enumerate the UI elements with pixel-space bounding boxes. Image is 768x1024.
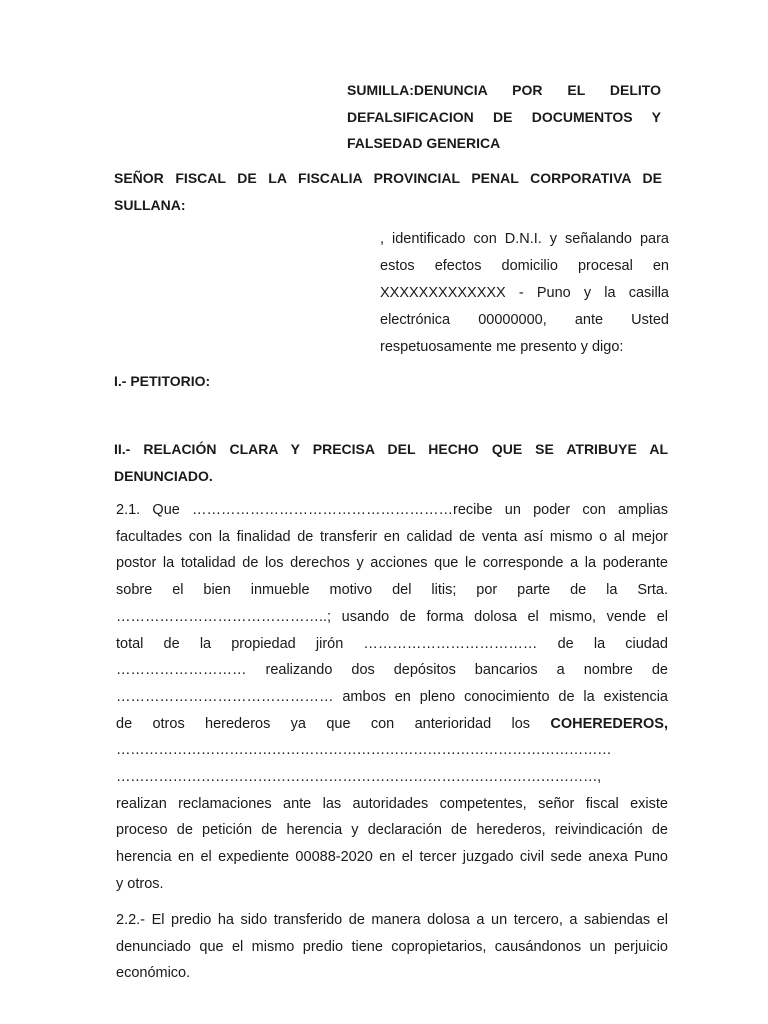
coherederos-bold: COHEREDEROS, xyxy=(550,715,668,732)
paragraph-line: denunciado que el mismo predio tiene copropietarios, causándonos un perjuicio xyxy=(116,938,668,955)
intro-line: respetuosamente me presento y digo: xyxy=(380,339,624,355)
paragraph-2-1 xyxy=(116,497,668,898)
paragraph-line: herencia en el expediente 00088-2020 en el tercer juzgado civil sede anexa Puno xyxy=(116,849,668,866)
paragraph-2-2 xyxy=(116,907,668,987)
addressee-line: SEÑOR FISCAL DE LA FISCALIA PROVINCIAL PENAL CORPORATIVA DE xyxy=(114,170,662,186)
paragraph-line: sobre el bien inmueble motivo del litis; por parte de la Srta. xyxy=(116,582,668,599)
intro-line: XXXXXXXXXXXXX - Puno y la casilla xyxy=(380,285,669,301)
paragraph-line: …………………………………………………………………………………………… xyxy=(116,742,612,759)
sumilla-block xyxy=(347,77,661,157)
paragraph-line: 2.2.- El predio ha sido transferido de manera dolosa a un tercero, a sabiendas el xyxy=(116,912,668,928)
paragraph-line: …………………………………………………………………………………………, xyxy=(116,769,601,786)
sumilla-line: FALSEDAD GENERICA xyxy=(347,135,501,151)
addressee-line: SULLANA: xyxy=(114,197,186,213)
paragraph-line-text: de otros herederos ya que con anterioridad los xyxy=(116,715,531,732)
intro-line: estos efectos domicilio procesal en xyxy=(380,258,669,274)
paragraph-line: proceso de petición de herencia y declaración de herederos, reivindicación de xyxy=(116,822,668,839)
paragraph-line: total de la propiedad jirón ……………………………… de la ciudad xyxy=(116,635,668,652)
paragraph-line: y otros. xyxy=(116,875,164,892)
paragraph-line: facultades con la finalidad de transferir en calidad de venta así mismo o al mejor xyxy=(116,528,668,545)
paragraph-line-with-bold xyxy=(116,711,668,738)
relacion-heading-line: DENUNCIADO. xyxy=(114,468,213,484)
paragraph-line: postor la totalidad de los derechos y acciones que le corresponde a la poderante xyxy=(116,555,668,572)
relacion-heading-line: II.- RELACIÓN CLARA Y PRECISA DEL HECHO QUE SE ATRIBUYE AL xyxy=(114,441,668,457)
sumilla-line: SUMILLA:DENUNCIA POR EL DELITO xyxy=(347,82,661,98)
paragraph-line: ……………………………………… ambos en pleno conocimiento de la existencia xyxy=(116,688,668,705)
intro-line: , identificado con D.N.I. y señalando para xyxy=(380,231,669,247)
intro-block xyxy=(380,226,669,361)
sumilla-line: DEFALSIFICACION DE DOCUMENTOS Y xyxy=(347,108,661,125)
paragraph-line: ……………………… realizando dos depósitos bancarios a nombre de xyxy=(116,662,668,679)
addressee-block xyxy=(114,165,662,219)
paragraph-line: ……………………………………..; usando de forma dolosa el mismo, vende el xyxy=(116,608,668,625)
relacion-heading xyxy=(114,436,668,490)
paragraph-line: económico. xyxy=(116,965,191,982)
petitorio-heading: I.- PETITORIO: xyxy=(114,373,211,389)
intro-line: electrónica 00000000, ante Usted xyxy=(380,312,669,328)
paragraph-line: 2.1. Que ………………………………………………recibe un poder con amplias xyxy=(116,502,668,518)
paragraph-line: realizan reclamaciones ante las autoridades competentes, señor fiscal existe xyxy=(116,795,668,812)
